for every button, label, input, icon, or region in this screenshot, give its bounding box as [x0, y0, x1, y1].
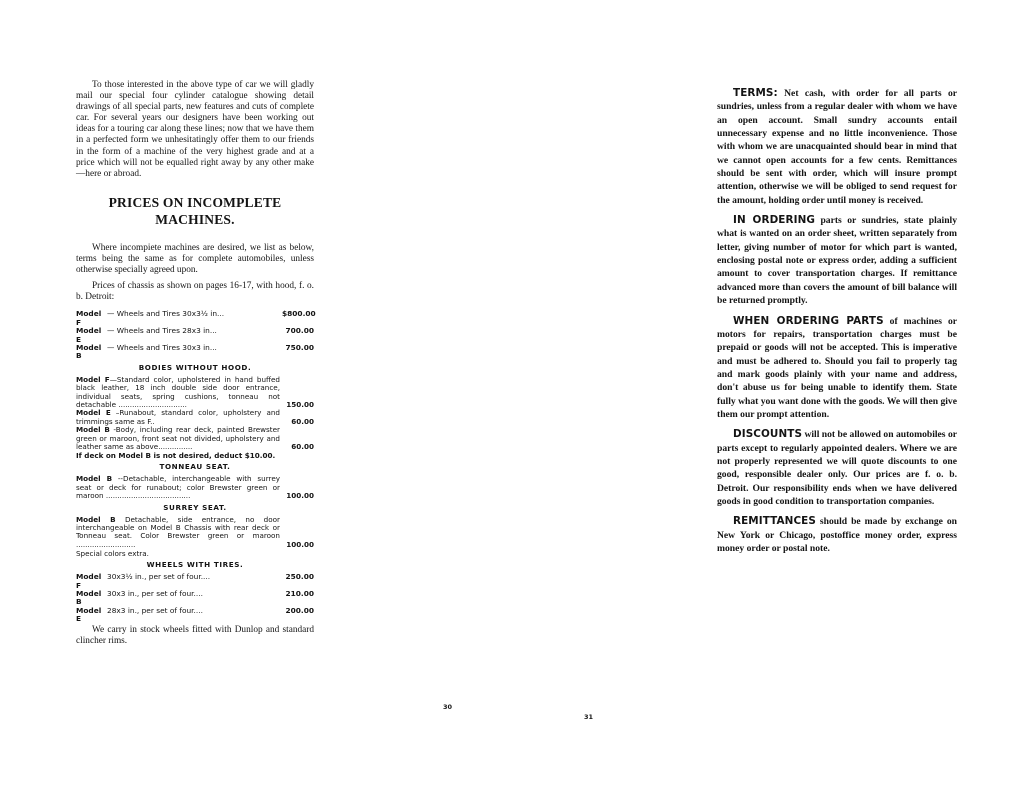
deck-deduction-note: If deck on Model B is not desired, deduct $10.00.	[76, 451, 276, 461]
tonneau-entry	[76, 475, 314, 500]
model-label: Model B	[76, 589, 102, 607]
in-ordering-emphasis: giving number of motor	[744, 241, 846, 253]
in-ordering-section	[717, 214, 957, 307]
model-label: Model F	[76, 374, 110, 384]
chassis-desc: — Wheels and Tires 30x3½ in...	[107, 309, 225, 319]
model-label: Model E	[76, 408, 111, 418]
surrey-heading: SURREY SEAT.	[163, 502, 227, 512]
wheels-row	[76, 573, 314, 590]
in-ordering-text-b: for which part is wanted, enclosing postal note or express order, adding a sufficient amount to cover transportation charges. If remittance advanced more than covers the amount of bill balance will be returned promptly.	[717, 241, 958, 307]
model-label: Model E	[76, 326, 102, 344]
wheels-price-list	[76, 573, 314, 623]
wheels-desc: 30x3 in., per set of four....	[107, 589, 203, 599]
heading-line-2: MACHINES.	[155, 211, 235, 227]
tonneau-desc: --Detachable, interchangeable with surrey seat or deck for runabout; color Brewster green or maroon .....................................	[76, 474, 280, 501]
bodies-list	[76, 376, 314, 461]
page-number-right: 31	[584, 713, 594, 721]
body-entry	[76, 376, 314, 410]
in-ordering-lead: IN ORDERING	[733, 214, 815, 227]
chassis-intro-paragraph: Prices of chassis as shown on pages 16-17, with hood, f. o. b. Detroit:	[76, 281, 314, 303]
wheels-desc: 28x3 in., per set of four....	[107, 605, 203, 615]
wheels-heading: WHEELS WITH TIRES.	[146, 560, 244, 570]
discounts-section	[717, 428, 957, 508]
heading-line-1: PRICES ON INCOMPLETE	[108, 194, 282, 210]
model-label: Model B	[76, 342, 102, 361]
terms-lead: TERMS:	[733, 87, 778, 99]
right-page-column	[717, 87, 957, 562]
price: 700.00	[285, 326, 314, 336]
wheels-closing-paragraph: We carry in stock wheels fitted with Dunlop and standard clincher rims.	[76, 624, 314, 646]
model-label: Model E	[76, 605, 102, 624]
left-page-column	[76, 80, 314, 647]
price: 100.00	[286, 491, 314, 501]
remittances-section	[717, 515, 957, 555]
price: 60.00	[291, 442, 314, 451]
wheels-row	[76, 607, 314, 624]
model-label: Model B	[76, 514, 116, 524]
surrey-entry	[76, 516, 314, 550]
terms-section	[717, 87, 957, 207]
remittances-text: should be made by exchange on New York or Chicago, postoffice money order, express money order or postal note.	[717, 516, 957, 554]
price: 210.00	[285, 589, 314, 599]
remittances-lead: REMITTANCES	[733, 515, 816, 528]
body-desc: –Runabout, standard color, upholstery and trimmings same as F..	[76, 408, 280, 426]
price: 60.00	[291, 416, 314, 426]
model-label: Model B	[76, 425, 110, 435]
body-desc: —Standard color, upholstered in hand buffed black leather, 18 inch double side door entrance, individual seats, spring cushions, tonneau not detachable ..............................	[76, 374, 280, 409]
intro-paragraph: To those interested in the above type of car we will gladly mail our special four cylinder catalogue showing detail drawings of all special parts, new features and cuts of complete car. For several years our designers have been working out ideas for a touring car along these lines; now that we have them in a perfected form we unhesitatingly offer them to our friends in the form of a machine of the very highest grade and at a price which will not be equalled right away by any other make—here or abroad.	[76, 80, 314, 179]
wheels-row	[76, 590, 314, 607]
body-desc: -Body, including rear deck, painted Brewster green or maroon, front seat not divided, upholstery and leather same as above...............	[76, 425, 280, 451]
in-ordering-text-a: parts or sundries, state plainly what is wanted on an order sheet, written separately from letter,	[717, 215, 957, 253]
model-label: Model F	[76, 572, 102, 590]
terms-text: Net cash, with order for all parts or sundries, unless from a regular dealer with whom we have an open account. Small sundry accounts entail unnecessary expense and no little inconvenience. Those with whom we are unacquainted should bear in mind that we cannot open accounts for a few cents. Remittances should be sent with order, which will insure prompt attention, otherwise we will be obliged to send request for the amount, holding order until money is received.	[717, 88, 957, 206]
price: 150.00	[286, 399, 314, 409]
when-ordering-parts-section	[717, 315, 957, 422]
body-entry	[76, 426, 314, 451]
incomplete-machines-paragraph: Where incompiete machines are desired, we list as below, terms being the same as for complete automobiles, unless otherwise specially agreed upon.	[76, 242, 314, 276]
body-entry	[76, 409, 314, 426]
discounts-text: will not be allowed on automobiles or parts except to regularly appointed dealers. Where we are not properly represented we will quote discounts to one good, responsible dealer only. Our prices are f. o. b. Detroit. Our responsibility ends when we have delivered goods in good condition to transportation companies.	[717, 429, 957, 507]
model-label: Model B	[76, 474, 113, 484]
price: 200.00	[285, 605, 314, 615]
price: $800.00	[282, 309, 316, 319]
chassis-desc: — Wheels and Tires 30x3 in...	[107, 342, 217, 352]
chassis-row	[76, 310, 314, 327]
chassis-price-list	[76, 310, 314, 360]
prices-heading	[76, 194, 314, 228]
when-ordering-text: of machines or motors for repairs, transportation charges must be prepaid or goods will not be accepted. This is imperative and must be adhered to. Should you fail to properly tag and mark goods plainly with your name and address, don't abuse us for being unable to identify them. State fully what you want done with the goods. We will then give them our prompt attention.	[717, 315, 958, 420]
when-ordering-lead: WHEN ORDERING PARTS	[733, 314, 884, 327]
model-label: Model F	[76, 309, 102, 327]
page-number-left: 30	[443, 703, 453, 711]
tonneau-heading: TONNEAU SEAT.	[159, 462, 231, 472]
surrey-desc: Detachable, side entrance, no door interchangeable on Model B Chassis with rear deck or Tonneau seat. Color Brewster green or maroon ..........................	[76, 514, 280, 549]
bodies-heading: BODIES WITHOUT HOOD.	[138, 362, 252, 372]
chassis-desc: — Wheels and Tires 28x3 in...	[107, 326, 217, 336]
special-colors-note: Special colors extra.	[76, 549, 149, 559]
discounts-lead: DISCOUNTS	[733, 428, 803, 441]
price: 750.00	[285, 342, 314, 352]
chassis-row	[76, 344, 314, 361]
chassis-row	[76, 327, 314, 344]
price: 100.00	[286, 539, 314, 549]
wheels-desc: 30x3½ in., per set of four....	[107, 572, 211, 582]
price: 250.00	[285, 572, 314, 582]
